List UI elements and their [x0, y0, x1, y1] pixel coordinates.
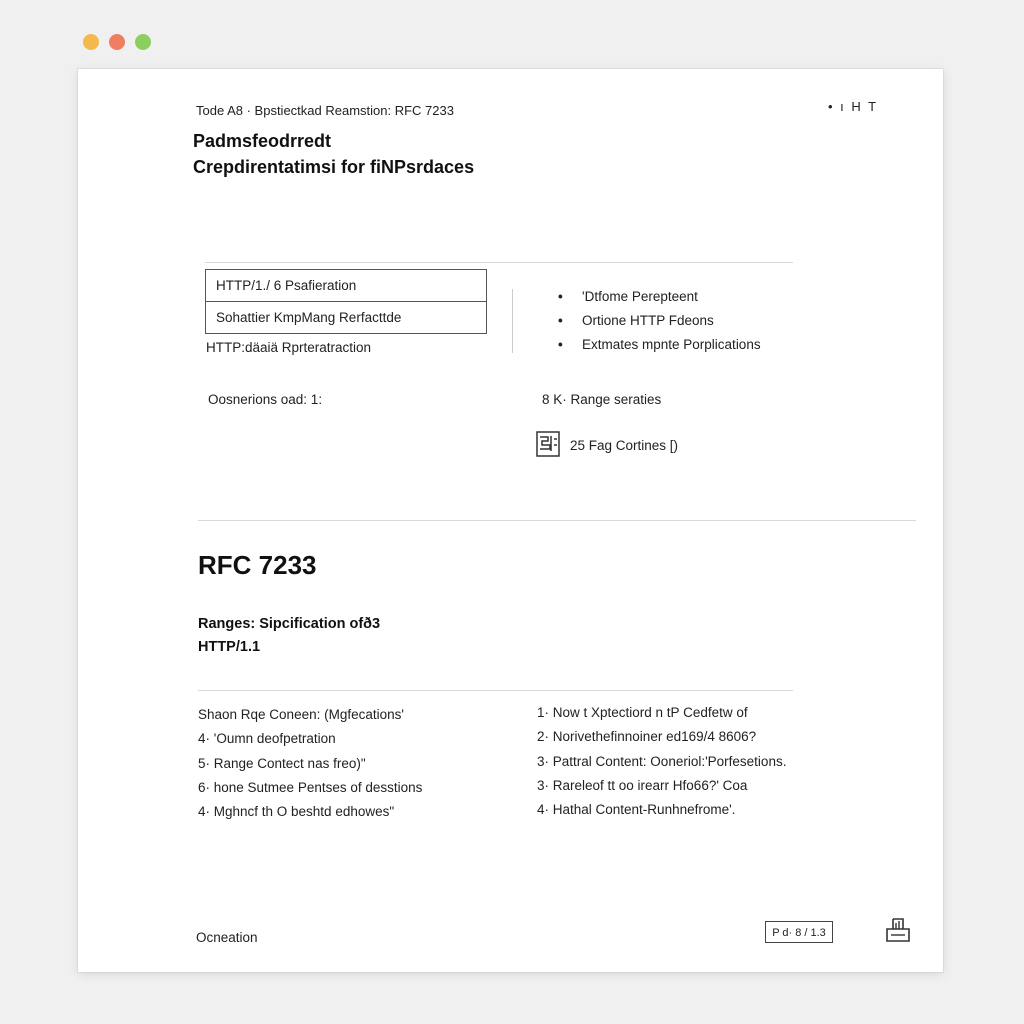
observations-label: Oosnerions oad: 1:: [208, 392, 323, 407]
range-label: 8 K· Range seraties: [542, 392, 662, 407]
column-divider: [512, 289, 513, 353]
spec-box-row-2: Sohattier KmpMang Rerfacttde: [206, 301, 486, 333]
section-subtitle-1: Ranges: Sipcification ofð3: [198, 616, 381, 632]
bullet-item: • 'Dtfome Perepteent: [558, 289, 698, 304]
list-item: 4· Mghncf th O beshtd edhowes": [198, 804, 395, 820]
list-item: 3· Pattral Content: Ooneriol:'Porfesetions.: [537, 753, 787, 769]
list-item: 4· Hathal Content-Runhnefrome'.: [537, 802, 736, 818]
maximize-dot[interactable]: [135, 34, 151, 50]
list-item: 6· hone Sutmee Pentses of desstions: [198, 779, 423, 795]
divider-top: [205, 262, 793, 263]
spec-box-row-1: HTTP/1./ 6 Psafieration: [216, 278, 357, 293]
section-subtitle-2: HTTP/1.1: [198, 639, 261, 655]
print-icon[interactable]: [885, 917, 911, 945]
footer-label: Ocneation: [196, 930, 258, 945]
list-item: 2· Norivethefinnoiner ed169/4 8606?: [537, 729, 757, 745]
document-title-line2: Crepdirentatimsi for fiNPsrdaces: [193, 157, 475, 177]
bullet-list: [558, 289, 761, 361]
list-item: 3· Rareleof tt oo irearr Hfo66?' Coa: [537, 777, 748, 793]
left-list: [198, 707, 422, 828]
list-item: 4· 'Oumn deofpetration: [198, 731, 336, 747]
bullet-item: • Ortione HTTP Fdeons: [558, 313, 714, 328]
flag-text: 25 Fag Cortines [): [570, 438, 679, 453]
spec-box-caption: HTTP:däaiä Rprteratraction: [206, 340, 372, 355]
bullet-item: • Extmates mpnte Porplications: [558, 337, 761, 352]
header-right-marks: • ı Η Τ: [828, 99, 879, 114]
document-title-line1: Padmsfeodrredt: [193, 131, 332, 151]
flag-icon: [536, 431, 560, 457]
document-page: [78, 69, 943, 972]
section-title: RFC 7233: [198, 550, 317, 580]
close-dot[interactable]: [109, 34, 125, 50]
spec-box: [205, 269, 487, 334]
header-meta: Tode A8 · Bpstiectkad Reamstion: RFC 7233: [196, 103, 454, 118]
divider-lists: [198, 690, 793, 691]
minimize-dot[interactable]: [83, 34, 99, 50]
page-number-badge[interactable]: P d· 8 / 1.3: [765, 921, 833, 943]
window-controls: [83, 34, 151, 50]
right-list: [537, 705, 786, 826]
list-item: Shaon Rqe Coneen: (Mgfecations': [198, 707, 404, 722]
list-item: 5· Range Contect nas freo)": [198, 755, 366, 771]
list-item: 1· Now t Xptectiord n tP Cedfetw of: [537, 705, 748, 720]
divider-middle: [198, 520, 916, 521]
